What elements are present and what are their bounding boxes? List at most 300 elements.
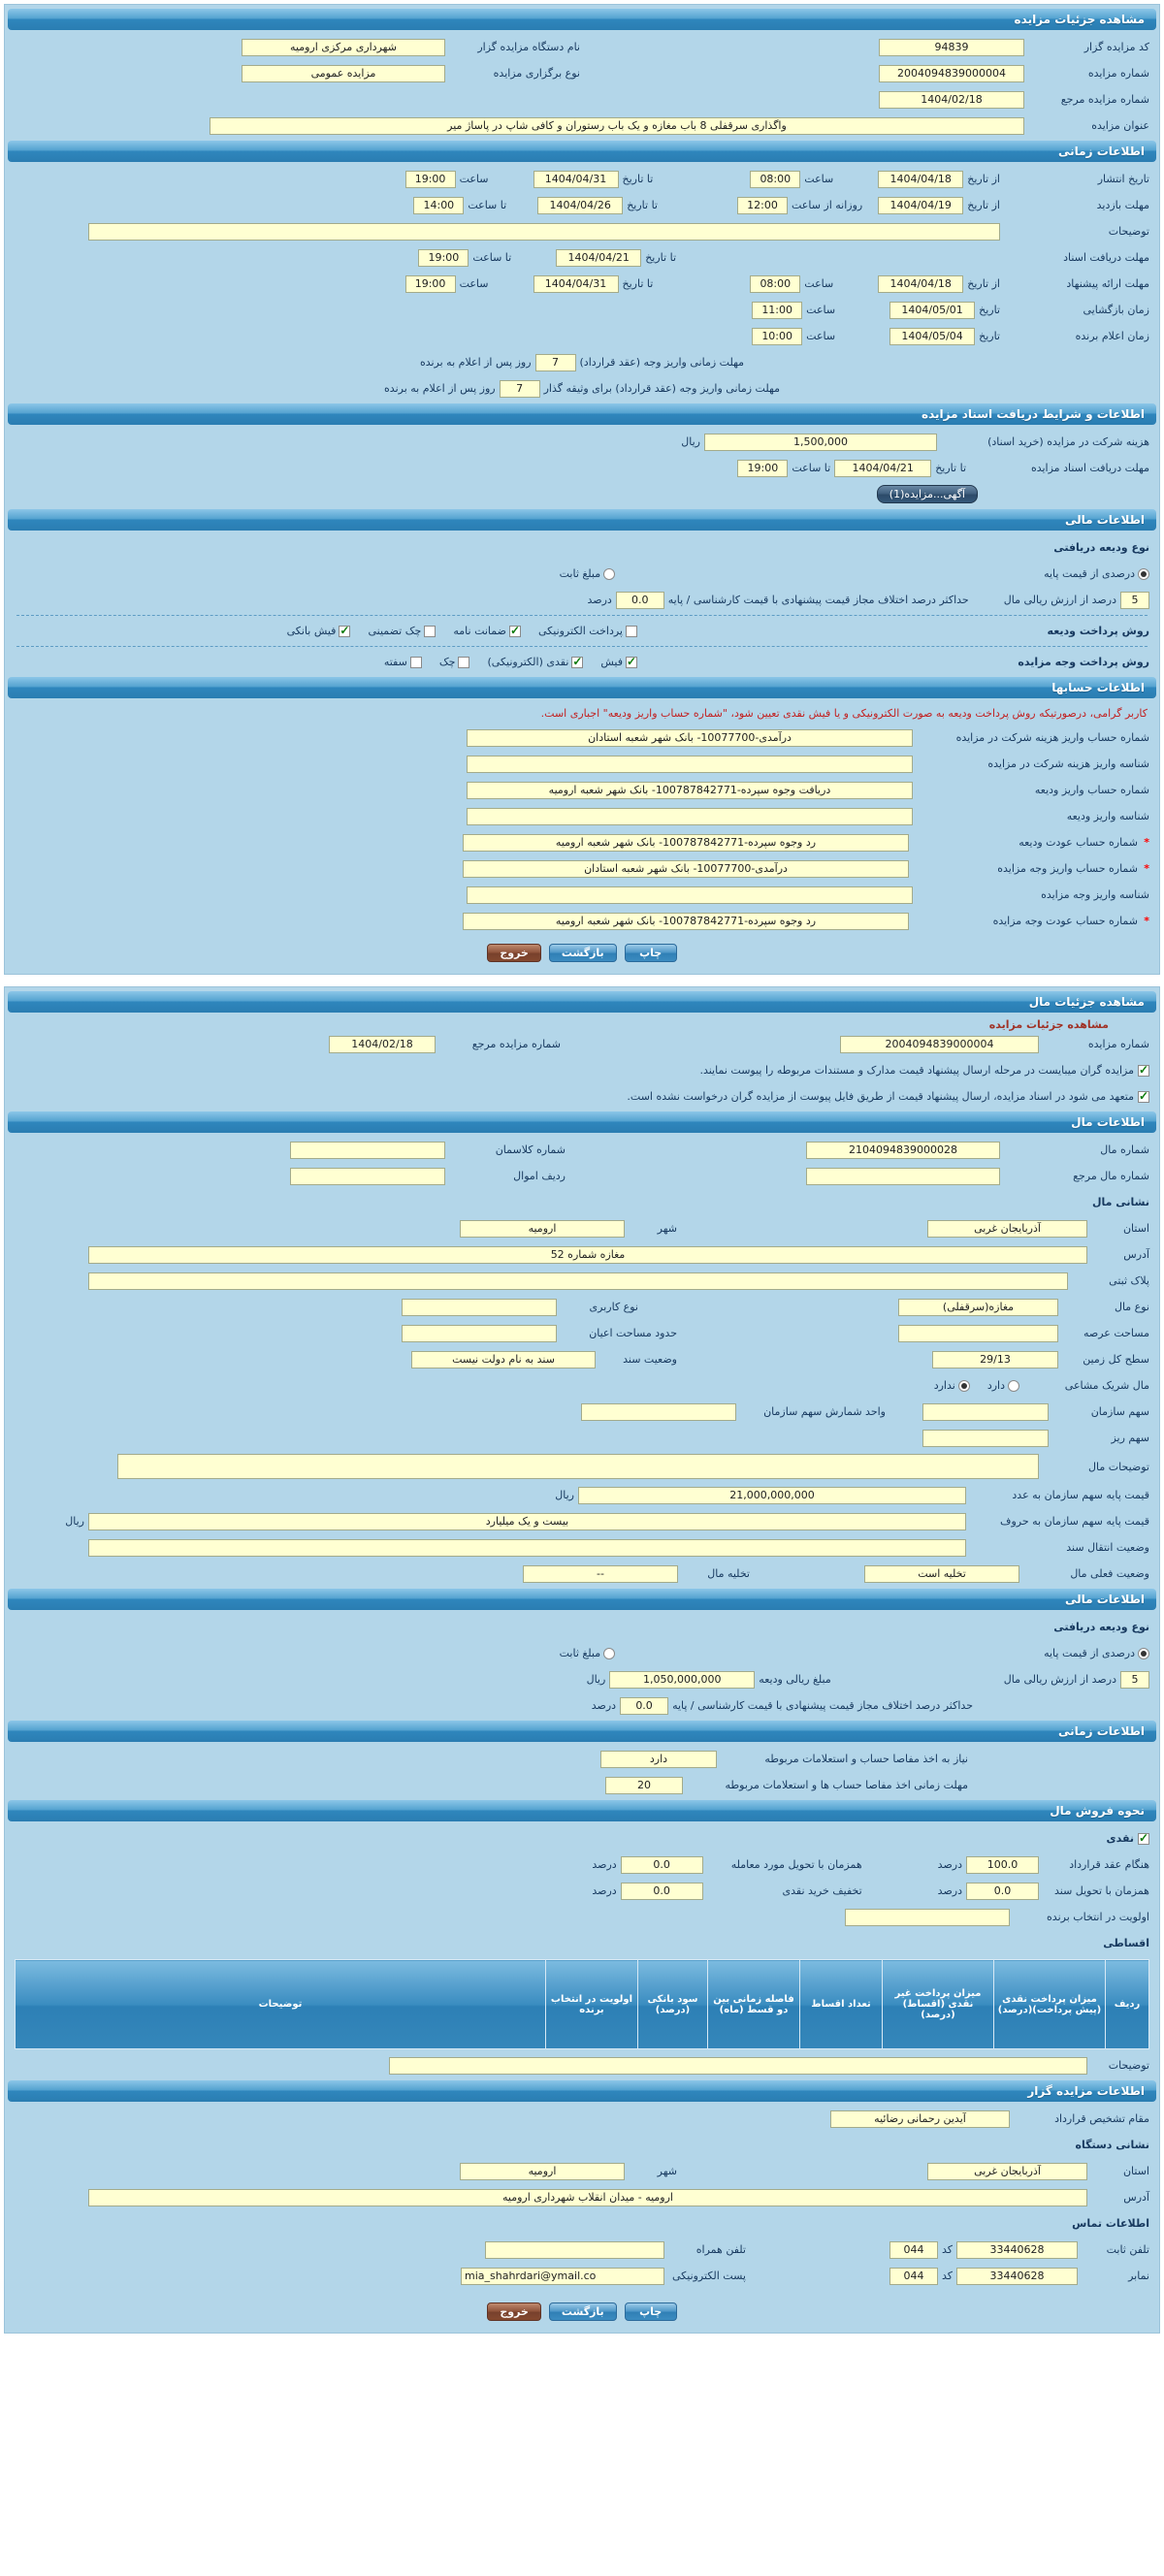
deposit-method-certified-check[interactable] [368,625,436,637]
section-header-auction-details: مشاهده جزئیات مزایده [8,9,1156,30]
col-installment-count: تعداد اقساط [800,1960,883,2049]
registration-plate-field[interactable] [88,1272,1068,1290]
certified-check-checkbox[interactable] [424,626,436,637]
to-date-label: تا تاریخ [622,173,654,185]
deposit-amount-field[interactable] [609,1671,755,1689]
percent-of-base-option[interactable] [1044,1647,1149,1659]
offer-from-date-field[interactable] [878,275,963,293]
auction-details-link[interactable]: مشاهده جزئیات مزایده [988,1018,1109,1031]
contract-payment-row [7,1852,1157,1878]
property-type-label: نوع مال [1114,1301,1149,1313]
phone-label: تلفن ثابت [1106,2243,1149,2256]
pay-method-promissory[interactable] [384,656,422,668]
winner-time-field[interactable] [752,328,802,345]
max-diff-label: حداکثر درصد اختلاف مجاز قیمت پیشنهادی با قیمت کارشناسی / پایه [672,1699,973,1712]
auction-ad-button[interactable]: آگهی...مزایده(1) [877,485,978,503]
visit-row [7,192,1157,218]
exit-button[interactable]: خروج [487,2302,541,2321]
doc-receive-to-time-field[interactable] [418,249,469,267]
accounts-required-notice: کاربر گرامی، درصورتیکه روش پرداخت ودیعه به صورت الکترونیکی و یا فیش نقدی تعیین شود، "شماره حساب واریز ودیعه" اجباری است. [540,707,1148,720]
auction-title-label: عنوان مزایده [1091,119,1149,132]
col-installment-interval: فاصله زمانی بین دو قسط (ماه) [708,1960,800,2049]
city-label: شهر [657,2165,677,2177]
max-diff-field[interactable] [616,592,664,609]
phone-field[interactable] [956,2241,1078,2259]
current-status-field[interactable] [864,1565,1019,1583]
deposit-amount-label: مبلغ ریالی ودیعه [759,1673,831,1686]
opening-time-row [7,297,1157,323]
doc-fee-row [7,429,1157,455]
property-type-row [7,1294,1157,1320]
cash-sale-label: نقدی [1106,1832,1134,1845]
bidder-code-field[interactable] [879,39,1024,56]
ref-no-field[interactable] [879,91,1024,109]
winner-announce-row [7,323,1157,349]
doc-deadline-row [7,455,1157,481]
timing-desc-field[interactable] [88,223,1000,241]
phone-code-field[interactable] [889,2241,938,2259]
agency-province-row [7,2158,1157,2184]
agency-address-group-row [7,2132,1157,2158]
org-share-label: سهم سازمان [1090,1405,1149,1418]
area-code-label: کد [941,2243,953,2256]
fixed-amount-option-label: مبلغ ثابت [559,567,601,580]
deposit-percent-row-2 [7,1666,1157,1692]
daily-from-hour-label: روزانه از ساعت [791,199,863,211]
publish-date-label: تاریخ انتشار [1097,173,1149,185]
installment-label-row [7,1930,1157,1956]
from-date-label: از تاریخ [967,173,1000,185]
publish-from-time-field[interactable] [750,171,800,188]
clearance-deadline-label: مهلت زمانی اخذ مفاصا حساب ها و استعلامات مربوطه [725,1779,968,1791]
required-asterisk: * [1144,836,1149,849]
property-type-field[interactable] [898,1299,1058,1316]
payment-return-account-label: شماره حساب عودت وجه مزایده [992,915,1138,927]
auction-row-1 [7,34,1157,60]
offer-deadline-label: مهلت ارائه پیشنهاد [1066,277,1149,290]
property-desc-row [7,1451,1157,1482]
fee-id-field[interactable] [467,756,913,773]
from-date-label: از تاریخ [967,277,1000,290]
agency-address-row [7,2184,1157,2210]
account-row-payment-return [7,908,1157,934]
account-row-payment [7,855,1157,882]
hour-label: ساعت [806,304,836,316]
account-row-payment-id [7,882,1157,908]
date-label: تاریخ [979,304,1000,316]
deed-transfer-label: وضعیت انتقال سند [1066,1541,1149,1554]
certified-check-label: چک تضمینی [368,625,422,637]
property-auction-row [7,1031,1157,1057]
ref-no-field[interactable] [329,1036,436,1053]
visit-to-date-field[interactable] [537,197,623,214]
deposit-type-row-2 [7,1614,1157,1640]
pay-deadline-days-field[interactable] [535,354,576,371]
section-header-accounts: اطلاعات حسابها [8,677,1156,698]
opening-time-field[interactable] [752,302,802,319]
fax-label: نمابر [1128,2270,1149,2282]
section-header-sale-method: نحوه فروش مال [8,1800,1156,1821]
fee-account-field[interactable] [467,729,913,747]
timing-desc-label: توضیحات [1108,225,1149,238]
deposit-type-row-1 [7,534,1157,561]
pay-deadline-row [7,349,1157,375]
back-button[interactable]: بازگشت [549,944,617,962]
account-row-deposit-id [7,803,1157,829]
deed-status-field[interactable] [411,1351,596,1368]
section-header-timing-2: اطلاعات زمانی [8,1721,1156,1742]
max-diff-field[interactable] [620,1697,668,1715]
sale-desc-row [7,2052,1157,2078]
auction-panel [4,4,1160,975]
contract-payment-label: هنگام عقد قرارداد [1069,1858,1149,1871]
fax-code-field[interactable] [889,2268,938,2285]
property-desc-field[interactable] [117,1454,1039,1479]
cash-electronic-checkbox[interactable] [571,657,583,668]
fixed-amount-option[interactable] [560,1647,615,1659]
fax-row [7,2263,1157,2289]
city-label: شهر [657,1222,677,1235]
percent-unit-label: درصد [591,1699,617,1712]
col-bank-interest: سود بانکی (درصد) [638,1960,708,2049]
deed-payment-field[interactable] [966,1883,1039,1900]
pay-deadline2-suffix: روز پس از اعلام به برنده [384,382,496,395]
bidder-code-label: کد مزایده گزار [1083,41,1149,53]
bank-slip-label: فیش بانکی [286,625,337,637]
contract-payment-field[interactable] [966,1856,1039,1874]
pay-method-cash-electronic[interactable] [487,656,583,668]
deed-payment-label: همزمان با تحویل سند [1053,1884,1149,1897]
agency-name-field[interactable] [242,39,445,56]
winner-date-field[interactable] [889,328,975,345]
rial-label: ریال [681,435,700,448]
deposit-account-field[interactable] [467,782,913,799]
col-noncash-installment-percent: میزان پرداخت غیر نقدی (اقساط)(درصد) [883,1960,994,2049]
property-ref-field[interactable] [806,1168,1000,1185]
base-price-row [7,1482,1157,1508]
bank-slip-checkbox[interactable] [339,626,350,637]
back-button[interactable]: بازگشت [549,2302,617,2321]
building-area-label: حدود مساحت اعیان [589,1327,677,1339]
address-label: آدرس [1123,2191,1149,2204]
auction-row-2 [7,60,1157,86]
property-panel [4,986,1160,2334]
property-address-row [7,1241,1157,1268]
offer-to-time-field[interactable] [405,275,456,293]
col-cash-prepayment-percent: میزان پرداخت نقدی (پیش پرداخت)(درصد) [994,1960,1106,2049]
deposit-return-account-field[interactable] [463,834,909,852]
email-label: پست الکترونیکی [672,2270,746,2282]
deposit-percent-field[interactable] [1120,1671,1149,1689]
base-price-words-row [7,1508,1157,1534]
fax-field[interactable] [956,2268,1078,2285]
clearance-deadline-field[interactable] [605,1777,683,1794]
hour-label: ساعت [804,277,834,290]
contact-group-label: اطلاعات تماس [1072,2217,1149,2230]
deposit-percent-row-1 [7,587,1157,613]
deed-transfer-field[interactable] [88,1539,966,1557]
deposit-type-options-1 [7,561,1157,587]
property-no-label: شماره مال [1100,1143,1149,1156]
current-status-row [7,1561,1157,1587]
authority-label: مقام تشخیص قرارداد [1054,2112,1149,2125]
shared-no-radio[interactable] [958,1380,970,1392]
account-row-deposit-return [7,829,1157,855]
doc-fee-field[interactable] [704,434,937,451]
attachment-note-2-text: متعهد می شود در اسناد مزایده، ارسال پیشنهاد قیمت از طریق فایل پیوست از مزایده گران درخواست نشده است. [627,1090,1134,1103]
shared-no-option[interactable] [934,1379,970,1392]
shared-yes-label: دارد [986,1379,1005,1392]
org-share-field[interactable] [922,1403,1049,1421]
percent-of-base-radio[interactable] [1138,568,1149,580]
cash-sale-checkbox[interactable] [1138,1833,1149,1845]
property-address-group-row [7,1189,1157,1215]
phone-row [7,2237,1157,2263]
clearance-deadline-row [7,1772,1157,1798]
total-land-label: سطح کل زمین [1083,1353,1149,1366]
payment-id-field[interactable] [467,886,913,904]
payment-id-label: شناسه واریز وجه مزایده [1041,888,1149,901]
hour-label: ساعت [459,173,489,185]
address-label: آدرس [1123,1248,1149,1261]
auction-row-4 [7,113,1157,139]
visit-to-time-field[interactable] [413,197,464,214]
visit-from-date-field[interactable] [878,197,963,214]
building-area-field[interactable] [402,1325,557,1342]
sub-share-row [7,1425,1157,1451]
org-share-unit-field[interactable] [581,1403,736,1421]
fee-id-label: شناسه واریز هزینه شرکت در مزایده [987,757,1149,770]
property-plate-row [7,1268,1157,1294]
max-diff-label: حداکثر درصد اختلاف مجاز قیمت پیشنهادی با قیمت کارشناسی / پایه [667,594,969,606]
account-row-fee-id [7,751,1157,777]
authority-field[interactable] [830,2110,1010,2128]
guarantee-letter-checkbox[interactable] [509,626,521,637]
section-header-timing: اطلاعات زمانی [8,141,1156,162]
visit-daily-time-field[interactable] [737,197,788,214]
holding-type-field[interactable] [242,65,445,82]
auction-title-field[interactable] [210,117,1024,135]
province-field[interactable] [927,1220,1087,1238]
deed-transfer-row [7,1534,1157,1561]
winner-priority-row [7,1904,1157,1930]
deposit-percent-field[interactable] [1120,592,1149,609]
panel2-action-buttons [7,2299,1157,2325]
installment-label: اقساطی [1103,1937,1149,1949]
section-header-property-view: مشاهده جزئیات مال [8,991,1156,1013]
pay-method-slip[interactable] [600,656,637,668]
hour-label: ساعت [459,277,489,290]
authority-row [7,2106,1157,2132]
offer-from-time-field[interactable] [750,275,800,293]
mobile-field[interactable] [485,2241,664,2259]
hour-label: ساعت [806,330,836,342]
land-area-label: مساحت عرصه [1083,1327,1149,1339]
sub-share-field[interactable] [922,1430,1049,1447]
percent-of-base-radio[interactable] [1138,1648,1149,1659]
area-code-label: کد [941,2270,953,2282]
pay-deadline2-days-field[interactable] [500,380,540,398]
land-area-field[interactable] [898,1325,1058,1342]
property-ref-row [7,1163,1157,1189]
property-land-row [7,1346,1157,1372]
deposit-type-options-2 [7,1640,1157,1666]
shared-yes-option[interactable] [987,1379,1019,1392]
attachment-note-2-row [7,1083,1157,1110]
doc-deadline-label: مهلت دریافت اسناد مزایده [1030,462,1149,474]
asset-row-label: ردیف اموال [513,1170,566,1182]
city-field[interactable] [460,1220,625,1238]
delivery-payment-field[interactable] [621,1856,703,1874]
promissory-note-label: سفته [383,656,407,668]
doc-receive-row [7,244,1157,271]
promissory-note-checkbox[interactable] [410,657,422,668]
current-status-label: وضعیت فعلی مال [1070,1567,1149,1580]
asset-row-field[interactable] [290,1168,445,1185]
pay-deadline2-row [7,375,1157,402]
shared-yes-radio[interactable] [1008,1380,1019,1392]
agency-city-field[interactable] [460,2163,625,2180]
fixed-amount-radio[interactable] [603,568,615,580]
doc-deadline-time-field[interactable] [737,460,788,477]
percent-of-base-option-label: درصدی از قیمت پایه [1044,567,1135,580]
section-header-docs: اطلاعات و شرایط دریافت اسناد مزایده [8,403,1156,425]
shared-property-row [7,1372,1157,1399]
delivery-payment-label: همزمان با تحویل مورد معامله [730,1858,862,1871]
deposit-method-bank-slip[interactable] [287,625,351,637]
deposit-method-electronic[interactable] [538,625,637,637]
check-checkbox[interactable] [458,657,469,668]
publish-from-date-field[interactable] [878,171,963,188]
classification-label: شماره کلاسمان [495,1143,566,1156]
agency-province-field[interactable] [927,2163,1087,2180]
payment-account-field[interactable] [463,860,909,878]
shared-no-label: ندارد [933,1379,955,1392]
pay-deadline-suffix: روز پس از اعلام به برنده [419,356,532,369]
deposit-type-label: نوع ودیعه دریافتی [1053,541,1149,554]
cash-electronic-label: نقدی (الکترونیکی) [487,656,569,668]
evacuation-field[interactable] [523,1565,678,1583]
total-land-field[interactable] [932,1351,1058,1368]
base-price-words-field[interactable] [88,1513,966,1530]
doc-deadline-date-field[interactable] [834,460,931,477]
slip-checkbox[interactable] [626,657,637,668]
doc-receive-to-date-field[interactable] [556,249,641,267]
rial-label: ریال [586,1673,606,1686]
winner-priority-label: اولویت در انتخاب برنده [1047,1911,1149,1923]
winner-priority-field[interactable] [845,1909,1010,1926]
percent-unit-label: درصد [937,1884,962,1897]
percent-of-base-option-label: درصدی از قیمت پایه [1044,1647,1135,1659]
base-price-label: قیمت پایه سهم سازمان به عدد [1012,1489,1149,1501]
deposit-method-guarantee[interactable] [453,625,521,637]
fixed-amount-option[interactable] [560,567,615,580]
deposit-account-label: شماره حساب واریز ودیعه [1034,784,1149,796]
base-price-words-label: قیمت پایه سهم سازمان به حروف [1000,1515,1149,1528]
attachment-note-2-checkbox[interactable] [1138,1091,1149,1103]
account-row-fee-deposit [7,724,1157,751]
address-field[interactable] [88,1246,1087,1264]
province-label: استان [1122,1222,1149,1235]
deposit-method-label: روش پرداخت ودیعه [1047,625,1149,637]
print-button[interactable]: چاپ [625,2302,677,2321]
sale-desc-field[interactable] [389,2057,1087,2075]
dashed-divider [16,615,1148,616]
electronic-payment-checkbox[interactable] [626,626,637,637]
payment-account-label: شماره حساب واریز وجه مزایده [997,862,1138,875]
cash-discount-field[interactable] [621,1883,703,1900]
publish-to-time-field[interactable] [405,171,456,188]
ad-button-row [7,481,1157,507]
publish-to-date-field[interactable] [534,171,619,188]
offer-to-date-field[interactable] [534,275,619,293]
pay-method-label: روش پرداخت وجه مزایده [1018,656,1149,668]
timing-desc-row [7,218,1157,244]
usage-type-field[interactable] [402,1299,557,1316]
shared-property-label: مال شریک مشاعی [1064,1379,1149,1392]
to-date-label: تا تاریخ [627,199,658,211]
exit-button[interactable]: خروج [487,944,541,962]
org-share-row [7,1399,1157,1425]
holding-type-label: نوع برگزاری مزایده [493,67,580,80]
ref-no-label: شماره مزایده مرجع [471,1038,561,1050]
percent-unit-label: درصد [587,594,612,606]
to-date-label: تا تاریخ [935,462,966,474]
clearance-field[interactable] [600,1751,717,1768]
date-label: تاریخ [979,330,1000,342]
classification-field[interactable] [290,1142,445,1159]
opening-date-field[interactable] [889,302,975,319]
property-no-field[interactable] [806,1142,1000,1159]
deposit-id-label: شناسه واریز ودیعه [1066,810,1149,822]
auction-row-3 [7,86,1157,113]
evacuation-label: تخلیه مال [707,1567,750,1580]
print-button[interactable]: چاپ [625,944,677,962]
attachment-note-1-checkbox[interactable] [1138,1065,1149,1077]
base-price-field[interactable] [578,1487,966,1504]
contact-group-row [7,2210,1157,2237]
registration-plate-label: پلاک ثبتی [1109,1274,1149,1287]
deposit-method-row [7,618,1157,644]
attachment-note-1-text: مزایده گران میبایست در مرحله ارسال پیشنهاد قیمت مدارک و مستندات مربوطه را پیوست نمایند. [699,1064,1134,1077]
guarantee-letter-label: ضمانت نامه [453,625,506,637]
agency-address-group-label: نشانی دستگاه [1075,2139,1149,2151]
attachment-note-1-row [7,1057,1157,1083]
slip-label: فیش [600,656,623,668]
percent-of-base-option[interactable] [1044,567,1149,580]
deposit-id-field[interactable] [467,808,913,825]
percent-unit-label: درصد [937,1858,962,1871]
auction-no-field[interactable] [879,65,1024,82]
property-area-row [7,1320,1157,1346]
auction-no-field[interactable] [840,1036,1039,1053]
usage-type-label: نوع کاربری [589,1301,638,1313]
deposit-percent-suffix: درصد از ارزش ریالی مال [1003,1673,1116,1686]
email-field[interactable] [461,2268,664,2285]
pay-method-row [7,649,1157,675]
fixed-amount-option-label: مبلغ ثابت [559,1647,601,1659]
installments-header-row [16,1960,1149,2049]
agency-address-field[interactable] [88,2189,1087,2206]
deposit-percent-suffix: درصد از ارزش ریالی مال [1003,594,1116,606]
pay-method-check[interactable] [439,656,470,668]
offer-deadline-row [7,271,1157,297]
fixed-amount-radio[interactable] [603,1648,615,1659]
payment-return-account-field[interactable] [463,913,909,930]
section-header-property-info: اطلاعات مال [8,1111,1156,1133]
hour-label: ساعت [804,173,834,185]
property-province-row [7,1215,1157,1241]
